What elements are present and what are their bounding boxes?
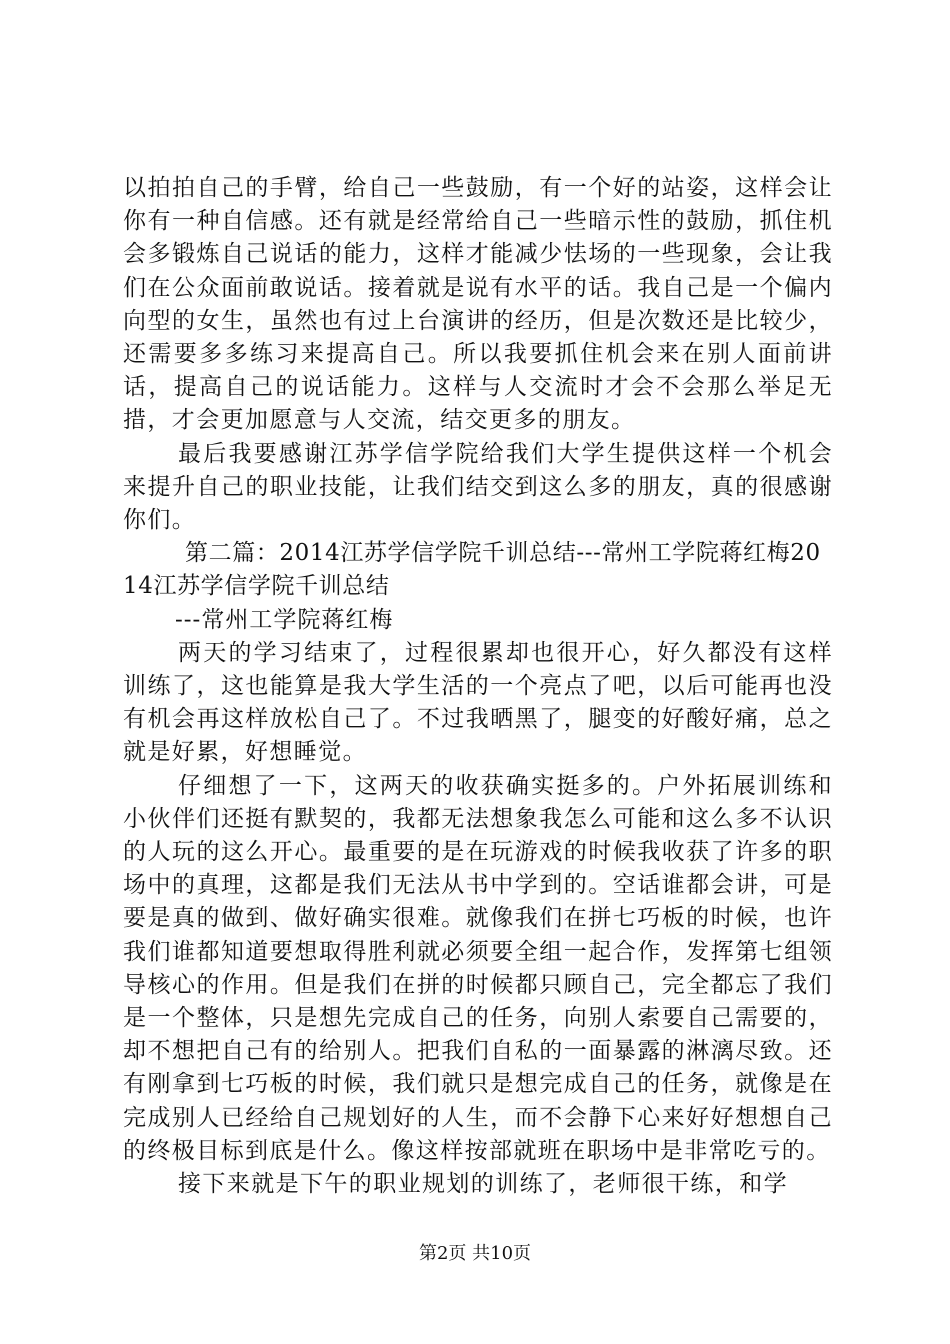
paragraph-thanks: 最后我要感谢江苏学信学院给我们大学生提供这样一个机会来提升自己的职业技能，让我们结交到这么多的朋友，真的很感谢你们。 <box>123 440 833 534</box>
section-heading: 第二篇：2014江苏学信学院千训总结---常州工学院蒋红梅2014江苏学信学院千训总结 <box>123 540 821 600</box>
paragraph-intro: 两天的学习结束了，过程很累却也很开心，好久都没有这样训练了，这也能算是我大学生活的一个亮点了吧，以后可能再也没有机会再这样放松自己了。不过我晒黑了，腿变的好酸好痛，总之就是好累，好想睡觉。 <box>123 639 833 766</box>
page-number-footer: 第2页 共10页 <box>418 1243 532 1264</box>
section-author: ---常州工学院蒋红梅 <box>175 606 394 633</box>
paragraph-continued: 以拍拍自己的手臂，给自己一些鼓励，有一个好的站姿，这样会让你有一种自信感。还有就是经常给自己一些暗示性的鼓励，抓住机会多锻炼自己说话的能力，这样才能减少怯场的一些现象，会让我们在公众面前敢说话。接着就是说有水平的话。我自己是一个偏内向型的女生，虽然也有过上台演讲的经历，但是次数还是比较少，还需要多多练习来提高自己。所以我要抓住机会来在别人面前讲话，提高自己的说话能力。这样与人交流时才会不会那么举足无措，才会更加愿意与人交流，结交更多的朋友。 <box>123 175 833 434</box>
paragraph-reflection: 仔细想了一下，这两天的收获确实挺多的。户外拓展训练和小伙伴们还挺有默契的，我都无法想象我怎么可能和这么多不认识的人玩的这么开心。最重要的是在玩游戏的时候我收获了许多的职场中的真理，这都是我们无法从书中学到的。空话谁都会讲，可是要是真的做到、做好确实很难。就像我们在拼七巧板的时候，也许我们谁都知道要想取得胜利就必须要全组一起合作，发挥第七组领导核心的作用。但是我们在拼的时候都只顾自己，完全都忘了我们是一个整体，只是想先完成自己的任务，向别人索要自己需要的，却不想把自己有的给别人。把我们自私的一面暴露的淋漓尽致。还有刚拿到七巧板的时候，我们就只是想完成自己的任务，就像是在完成别人已经给自己规划好的人生，而不会静下心来好好想想自己的终极目标到底是什么。像这样按部就班在职场中是非常吃亏的。 <box>123 772 833 1164</box>
document-body <box>123 172 833 1201</box>
paragraph-career-planning: 接下来就是下午的职业规划的训练了，老师很干练，和学 <box>178 1171 788 1198</box>
